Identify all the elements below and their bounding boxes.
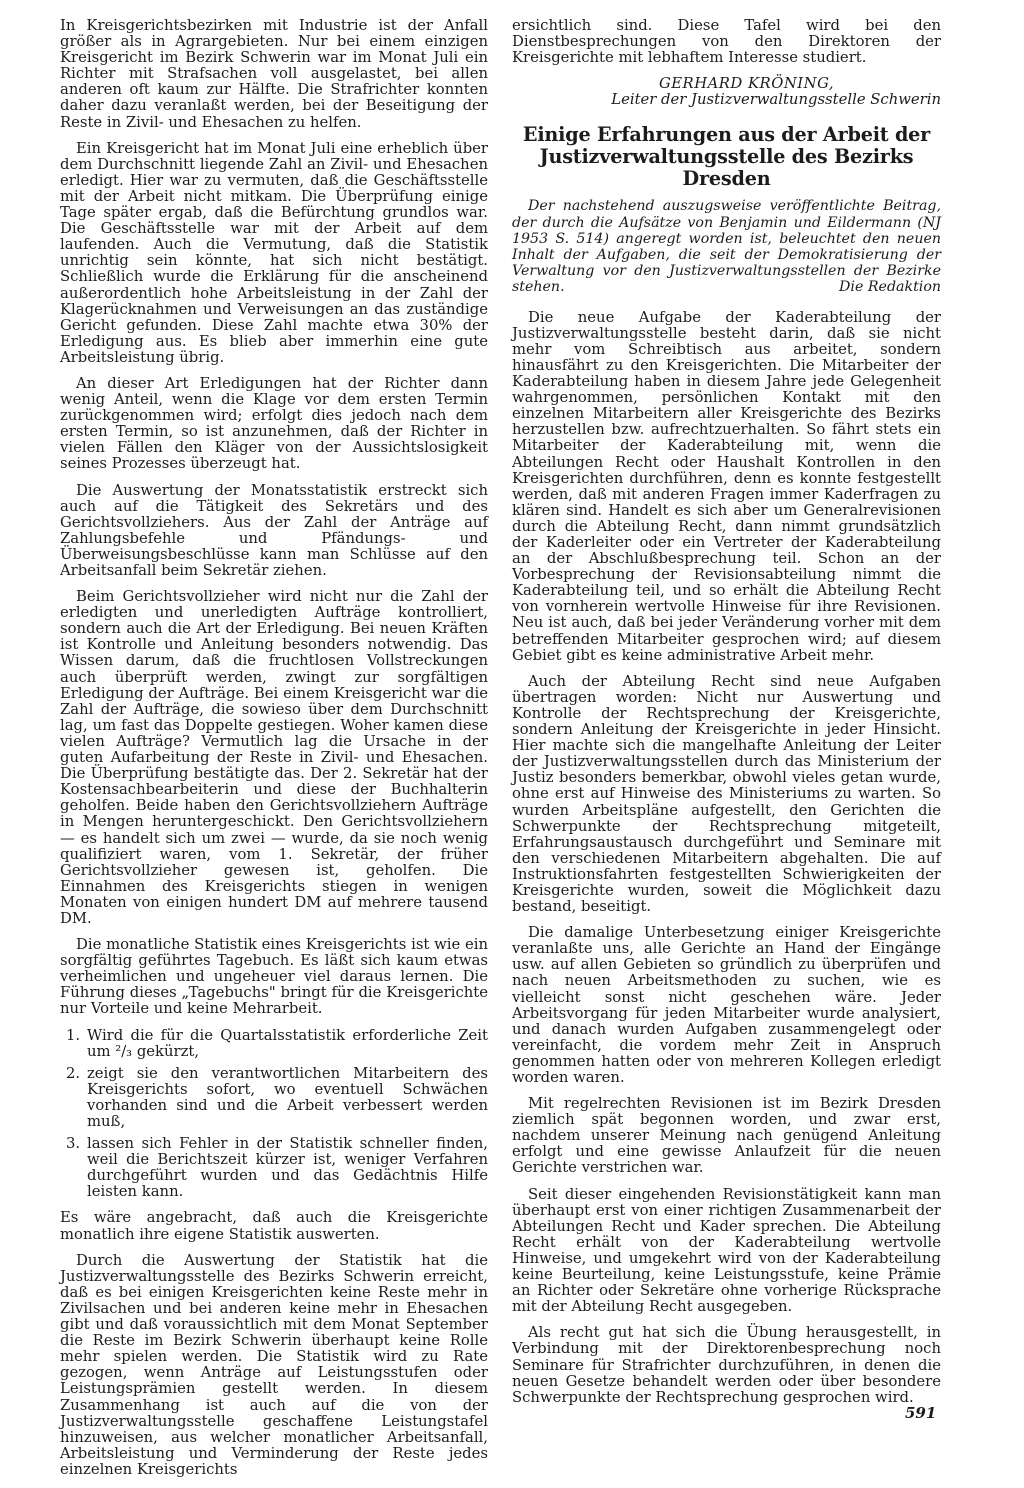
paragraph: Die monatliche Statistik eines Kreisgerichts ist wie ein sorgfältig geführtes Tagebuch. Es läßt sich kaum etwas verheimlichen und ungeheuer viel daraus lernen. Die Führung dieses „Tagebuchs" bringt für die Kreisgerichte nur Vorteile und keine Mehrarbeit. [60, 936, 488, 1018]
numbered-list [60, 1028, 488, 1201]
intro-signature: Die Redaktion [839, 279, 941, 296]
list-item [60, 1066, 488, 1130]
article-title-line: Justizverwaltungsstelle des Bezirks Dresden [539, 145, 914, 191]
paragraph: Durch die Auswertung der Statistik hat die Justizverwaltungsstelle des Bezirks Schwerin erreicht, daß es bei einigen Kreisgerichten keine Reste mehr in Zivilsachen und bei anderen keine mehr in Ehesachen gibt und daß voraussichtlich mit dem Monat September die Reste im Bezirk Schwerin überhaupt keine Rolle mehr spielen werden. Die Statistik wird zu Rate gezogen, wenn Anträge auf Leistungsstufen oder Leistungsprämien gestellt werden. In diesem Zusammenhang ist auch auf die von der Justizverwaltungsstelle geschaffene Leistungstafel hinzuweisen, aus welcher monatlicher Arbeitsanfall, Arbeitsleistung und Verminderung der Reste jedes einzelnen Kreisgerichts [60, 1251, 488, 1478]
list-text: lassen sich Fehler in der Statistik schneller finden, weil die Berichtszeit kürzer ist, weniger Verfahren durchgeführt wurden und das Gedächtnis Hilfe leisten kann. [87, 1135, 488, 1201]
list-number: 3. [66, 1135, 81, 1153]
paragraph: In Kreisgerichtsbezirken mit Industrie ist der Anfall größer als in Agrargebieten. Nur bei einem einzigen Kreisgericht im Bezirk Schwerin war im Monat Juli ein Richter mit Strafsachen voll ausgelastet, bei allen anderen oft kaum zur Hälfte. Die Strafrichter konnten daher dazu veranlaßt werden, bei der Beseitigung der Reste in Zivil- und Ehesachen zu helfen. [60, 17, 488, 131]
editorial-intro [512, 198, 941, 295]
paragraph: Die damalige Unterbesetzung einiger Kreisgerichte veranlaßte uns, alle Gerichte an Hand der Eingänge usw. auf allen Gebieten so gründlich zu überprüfen und nach neuen Arbeitsmethoden zu suchen, wie es vielleicht sonst nicht geschehen wäre. Jeder Arbeitsvorgang für jeden Mitarbeiter wurde analysiert, und danach wurden Aufgaben zusammengelegt oder vereinfacht, die vordem mehr Zeit in Anspruch genommen hatten oder von mehreren Kollegen erledigt worden waren. [512, 924, 941, 1086]
paragraph: Seit dieser eingehenden Revisionstätigkeit kann man überhaupt erst von einer richtigen Zusammenarbeit der Abteilungen Recht und Kader sprechen. Die Abteilung Recht erhält von der Kaderabteilung wertvolle Hinweise, und umgekehrt wird von der Kaderabteilung keine Beurteilung, keine Leistungsstufe, keine Prämie an Richter oder Sekretäre ohne vorherige Rücksprache mit der Abteilung Recht ausgegeben. [512, 1185, 941, 1316]
list-text: Wird die für die Quartalsstatistik erforderliche Zeit um ²/₃ gekürzt, [87, 1026, 488, 1060]
paragraph-continuation: ersichtlich sind. Diese Tafel wird bei den Dienstbesprechungen von den Direktoren der Kreisgerichte mit lebhaftem Interesse studiert. [512, 17, 941, 67]
article-title [512, 124, 941, 190]
paragraph: Beim Gerichtsvollzieher wird nicht nur die Zahl der erledigten und unerledigten Aufträge kontrolliert, sondern auch die Art der Erledigung. Bei neuen Kräften ist Kontrolle und Anleitung besonders notwendig. Das Wissen darum, daß die fruchtlosen Vollstreckungen auch überprüft werden, zwingt zur sorgfältigen Erledigung der Aufträge. Bei einem Kreisgericht war die Zahl der Aufträge, die sowieso über dem Durchschnitt lag, um fast das Doppelte gestiegen. Woher kamen diese vielen Aufträge? Vermutlich lag die Ursache in der guten Aufarbeitung der Reste in Zivil- und Ehesachen. Die Überprüfung bestätigte das. Der 2. Sekretär hat der Kostensachbearbeiterin und diese der Buchhalterin geholfen. Beide haben den Gerichtsvollziehern Aufträge in Mengen heruntergeschickt. Den Gerichtsvollziehern — es handelt sich um zwei — wurde, da sie noch wenig qualifiziert waren, vom 1. Sekretär, der früher Gerichtsvollzieher gewesen ist, geholfen. Die Einnahmen des Kreisgerichts stiegen in wenigen Monaten von einigen hundert DM auf mehrere tausend DM. [60, 588, 488, 927]
author-name: GERHARD KRÖNING, [658, 75, 835, 93]
paragraph: Ein Kreisgericht hat im Monat Juli eine erheblich über dem Durchschnitt liegende Zahl an Zivil- und Ehesachen erledigt. Hier war zu vermuten, daß die Geschäftsstelle mit der Arbeit nicht mitkam. Die Überprüfung einige Tage später ergab, daß die Befürchtung grundlos war. Die Geschäftsstelle war mit der Arbeit auf dem laufenden. Auch die Vermutung, daß die Statistik unrichtig sein könnte, hat sich nicht bestätigt. Schließlich wurde die Erklärung für die anscheinend außerordentlich hohe Arbeitsleistung in der Zahl der Klagerücknahmen und Verweisungen an das zuständige Gericht gefunden. Diese Zahl machte etwa 30% der Erledigung aus. Es blieb aber immerhin eine gute Arbeitsleistung übrig. [60, 139, 488, 366]
paragraph: Als recht gut hat sich die Übung herausgestellt, in Verbindung mit der Direktorenbesprechung noch Seminare für Strafrichter durchzuführen, in denen die neuen Gesetze behandelt werden oder über besondere Schwerpunkte der Rechtsprechung gesprochen wird. [512, 1324, 941, 1406]
paragraph: Es wäre angebracht, daß auch die Kreisgerichte monatlich ihre eigene Statistik auswerten. [60, 1209, 488, 1243]
list-item [60, 1136, 488, 1200]
paragraph: Auch der Abteilung Recht sind neue Aufgaben übertragen worden: Nicht nur Auswertung und Kontrolle der Rechtsprechung der Kreisgerichte, sondern Anleitung der Kreisgerichte in jeder Hinsicht. Hier machte sich die mangelhafte Anleitung der Leiter der Justizverwaltungsstellen durch das Ministerium der Justiz besonders bemerkbar, obwohl vieles getan wurde, ohne erst auf Hinweise des Ministeriums zu warten. So wurden Arbeitspläne aufgestellt, den Gerichten die Schwerpunkte der Rechtsprechung mitgeteilt, Erfahrungsaustausch durchgeführt und Seminare mit den verschiedenen Mitarbeitern abgehalten. Die auf Instruktionsfahrten festgestellten Schwierigkeiten der Kreisgerichte wurden, soweit die Möglichkeit dazu bestand, beseitigt. [512, 672, 941, 916]
list-item [60, 1028, 488, 1060]
list-text: zeigt sie den verantwortlichen Mitarbeitern des Kreisgerichts sofort, wo eventuell Schwächen vorhanden sind und die Arbeit verbessert werden muß, [87, 1064, 488, 1130]
list-number: 2. [66, 1064, 81, 1082]
author-role: Leiter der Justizverwaltungsstelle Schwerin [611, 91, 941, 109]
left-column [60, 18, 488, 1488]
right-column [512, 18, 941, 1416]
paragraph: Mit regelrechten Revisionen ist im Bezirk Dresden ziemlich spät begonnen worden, und zwar erst, nachdem unserer Meinung nach genügend Anleitung erfolgt und eine gewisse Anlaufzeit für die neuen Gerichte verstrichen war. [512, 1095, 941, 1177]
page-number: 591 [905, 1404, 937, 1422]
article-title-line: Einige Erfahrungen aus der Arbeit der [522, 123, 931, 147]
paragraph: An dieser Art Erledigungen hat der Richter dann wenig Anteil, wenn die Klage vor dem ersten Termin zurückgenommen wird; erfolgt dies jedoch nach dem ersten Termin, so ist anzunehmen, daß der Richter in vielen Fällen den Kläger von der Aussichtslosigkeit seines Prozesses überzeugt hat. [60, 374, 488, 473]
paragraph: Die neue Aufgabe der Kaderabteilung der Justizverwaltungsstelle besteht darin, daß sie nicht mehr vom Schreibtisch aus arbeitet, sondern hinausfährt zu den Kreisgerichten. Die Mitarbeiter der Kaderabteilung haben in diesem Jahre jede Gelegenheit wahrgenommen, persönlichen Kontakt mit den einzelnen Mitarbeitern aller Kreisgerichte des Bezirks herzustellen bzw. aufrechtzuerhalten. So fährt stets ein Mitarbeiter der Kaderabteilung mit, wenn die Abteilungen Recht oder Haushalt Kontrollen in den Kreisgerichten durchführen, denn es konnte festgestellt werden, daß mit anderen Fragen immer Kaderfragen zu klären sind. Handelt es sich aber um Generalrevisionen durch die Abteilung Recht, dann nimmt grundsätzlich der Kaderleiter oder ein Vertreter der Kaderabteilung an der Abschlußbesprechung teil. Schon an der Vorbesprechung der Revisionsabteilung nimmt die Kaderabteilung teil, und so erhält die Abteilung Recht von vornherein wertvolle Hinweise für ihre Revisionen. Neu ist auch, daß bei jeder Veränderung vorher mit dem betreffenden Mitarbeiter gesprochen wird; auf diesem Gebiet gibt es keine administrative Arbeit mehr. [512, 308, 941, 664]
list-number: 1. [66, 1026, 81, 1044]
paragraph: Die Auswertung der Monatsstatistik erstreckt sich auch auf die Tätigkeit des Sekretärs und des Gerichtsvollziehers. Aus der Zahl der Anträge auf Zahlungsbefehle und Pfändungs- und Überweisungsbeschlüsse kann man Schlüsse auf den Arbeitsanfall beim Sekretär ziehen. [60, 481, 488, 579]
intro-text: Der nachstehend auszugsweise veröffentlichte Beitrag, der durch die Aufsätze von Benjamin und Eildermann (NJ 1953 S. 514) angeregt worden ist, beleuchtet den neuen Inhalt der Aufgaben, die seit der Demokratisierung der Verwaltung vor den Justizverwaltungsstellen der Bezirke stehen. [512, 198, 941, 296]
